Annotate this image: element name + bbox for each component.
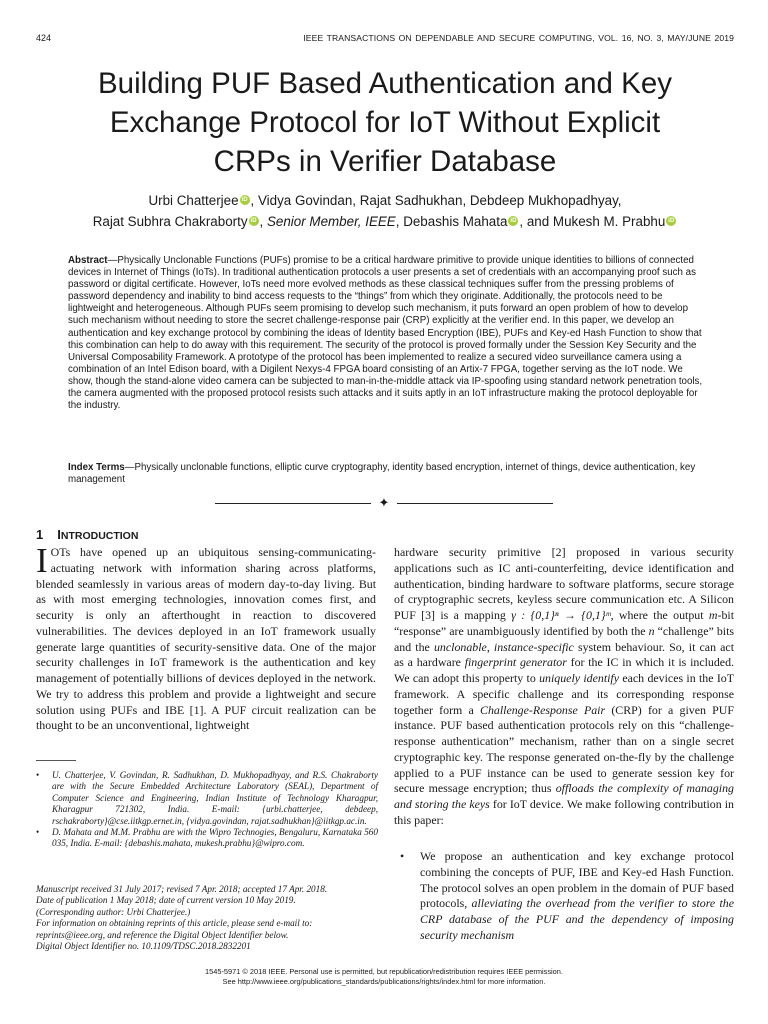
manuscript-received: Manuscript received 31 July 2017; revised 7 Apr. 2018; accepted 17 Apr. 2018. [36, 884, 328, 894]
affiliation-footnotes [36, 770, 378, 850]
publication-date: Date of publication 1 May 2018; date of current version 10 May 2019. [36, 895, 296, 906]
orcid-icon[interactable]: iD [250, 218, 257, 224]
emphasis: instance-specific [493, 639, 574, 654]
author-name: , and Mukesh M. Prabhu [519, 214, 666, 229]
text-run: for IoT device. We make following contribution in this paper: [394, 797, 734, 827]
author-line-2 [40, 211, 730, 232]
footnote-text: U. Chatterjee, V. Govindan, R. Sadhukhan, D. Mukhopadhyay, and R.S. Chakraborty are with the Secure Embedded Architecture Laboratory (SEAL), Department of Computer Science and Engineering, Indian Institute of Technology Kharagpur, Kharagpur 721302, India. E-mail: {urbi.chatterjee, debdeep, rschakraborty}@cse.iitkgp.ernet.in, {vidya.govindan, rajat.sadhukhan}@iitkgp.ac.in. [52, 770, 378, 826]
emphasis: fingerprint generator [464, 655, 567, 670]
math-var: n [648, 623, 655, 638]
copyright-notice [0, 967, 768, 986]
separator-rule-left [215, 503, 371, 504]
page-number: 424 [36, 33, 52, 43]
footnote-text: D. Mahata and M.M. Prabhu are with the Wipro Technogies, Bengaluru, Karnataka 560 035, India. E-mail: {debashis.mahata, mukesh.prabhu}@wipro.com. [52, 827, 378, 849]
text-run: for the IC in which it is included. We can adopt this property to [394, 655, 734, 685]
separator-rule-right [397, 503, 553, 504]
doi[interactable]: Digital Object Identifier no. 10.1109/TDSC.2018.2832201 [36, 941, 251, 952]
left-column-paragraph [36, 541, 376, 734]
text-run: , where the output [610, 608, 709, 622]
paper-title [40, 64, 730, 181]
copyright-line: 1545-5971 © 2018 IEEE. Personal use is permitted, but republication/redistribution requires IEEE permission. [205, 967, 563, 976]
author-name: Rajat Subhra Chakraborty [92, 214, 248, 229]
title-line-1: Building PUF Based Authentication and Key [98, 67, 672, 100]
reprints-info: For information on obtaining reprints of this article, please send e-mail to: [36, 918, 313, 929]
running-head: IEEE TRANSACTIONS ON DEPENDABLE AND SECURE COMPUTING, VOL. 16, NO. 3, MAY/JUNE 2019 [303, 33, 734, 43]
title-line-2: Exchange Protocol for IoT Without Explicit [109, 106, 661, 139]
intro-text: OTs have opened up an ubiquitous sensing-communicating-actuating network with information sharing across platforms, blended seamlessly in various areas of modern day-to-day living. But as with most emerging technologies, innovation comes first, and security is only an afterthought in reaction to discovered vulnerabilities. The devices deployed in an IoT framework usually generate large quantities of security-sensitive data. One of the major security challenges in IoT framework is the authentication and key management of potentially billions of devices deployed in the network. We try to address this problem and provide a lightweight and secure solution using PUFs and IBE [1]. A PUF circuit realization can be thought to be an unconventional, lightweight [36, 545, 376, 733]
author-name: , Vidya Govindan, Rajat Sadhukhan, Debdeep Mukhopadhyay, [250, 193, 622, 208]
text-run: each devices in the IoT framework. A specific challenge and its corresponding response together form a [394, 671, 735, 717]
section-heading [36, 527, 138, 542]
bullet-icon: • [400, 849, 405, 863]
list-item [394, 849, 734, 944]
separator-diamond-icon: ✦ [378, 495, 390, 510]
text-run: “challenge” bits and the [394, 623, 735, 654]
reprints-info-cont: reprints@ieee.org, and reference the Digital Object Identifier below. [36, 929, 289, 940]
section-title-rest: NTRODUCTION [60, 530, 139, 542]
contribution-list [394, 849, 734, 944]
footnote-item [36, 770, 378, 827]
author-separator: , [259, 214, 267, 229]
emphasis: alleviating the overhead from the verifier to store the CRP database of the PUF and the dependency of imposing security mechanism [420, 896, 734, 942]
emphasis: unclonable [433, 639, 487, 654]
section-title-initial: I [57, 527, 61, 542]
emphasis: Challenge-Response Pair [480, 702, 606, 717]
author-name: Urbi Chatterjee [148, 193, 239, 208]
index-terms-text: —Physically unclonable functions, elliptic curve cryptography, identity based encryption, internet of things, device authentication, key management [68, 462, 696, 486]
text-run: -bit “response” are unambiguously identified by both the [394, 608, 734, 638]
index-terms [68, 462, 704, 486]
text-run: (CRP) for a given PUF instance. PUF based authentication protocols rely on this “challenge-response authentication” mechanism, rather than on a single secret cryptographic key. The response generated on-the-fly by the challenge applied to a PUF instance can be used to generate session key for secure message encryption; thus [394, 702, 734, 796]
author-list [40, 190, 730, 232]
index-terms-label: Index Terms [68, 462, 125, 473]
drop-cap: I [36, 541, 48, 580]
rights-link[interactable]: See http://www.ieee.org/publications_standards/publications/rights/index.html for more information. [222, 976, 546, 986]
section-number: 1 [36, 527, 44, 542]
text-run: , [486, 639, 494, 654]
contribution-text: We propose an authentication and key exchange protocol combining the concepts of PUF, IBE and Key-ed Hash Function. The protocol solves an open problem in the domain of PUF based protocols, [420, 849, 734, 911]
manuscript-notes [36, 884, 378, 952]
bullet-icon: • [36, 770, 40, 780]
orcid-icon[interactable]: iD [510, 218, 517, 224]
math-var: m [708, 608, 718, 622]
orcid-icon[interactable]: iD [241, 197, 248, 203]
title-line-3: CRPs in Verifier Database [213, 145, 557, 178]
abstract [68, 255, 704, 412]
emphasis: offloads the complexity of managing and storing the keys [394, 781, 734, 811]
text-run: hardware security primitive [2] proposed in various security applications such as IC anti-counterfeiting, device identification and authentication, binding hardware to software platforms, secure storage of cryptographic secrets, keyless secure communication etc. A Silicon PUF [3] is a mapping [394, 545, 734, 622]
footnote-item [36, 827, 378, 850]
text-run: system behaviour. So, it can act as a hardware [394, 639, 735, 670]
bullet-icon: • [36, 827, 40, 838]
corresponding-author: (Corresponding author: Urbi Chatterjee.) [36, 906, 191, 917]
orcid-icon[interactable]: iD [668, 218, 675, 224]
author-role: Senior Member, IEEE [266, 214, 396, 229]
math-mapping: γ : {0,1}ⁿ → {0,1}ᵐ [511, 608, 611, 622]
footnote-rule [36, 760, 76, 761]
emphasis: uniquely identify [539, 671, 620, 685]
abstract-text: —Physically Unclonable Functions (PUFs) promise to be a critical hardware primitive to provide unique identities to billions of connected devices in Internet of Things (IoTs). In traditional authentication protocols a user presents a set of credentials with an accompanying proof such as password or digital certificate. However, IoTs need more evolved methods as these classical techniques suffer from the pressing problems of password dependency and inability to bind access requests to the “things” from which they originate. Additionally, the protocols need to be lightweight and heterogeneous. Although PUFs seem promising to develop such mechanism, it puts forward an open problem of how to develop such mechanism without needing to store the secret challenge-response pair (CRP) explicitly at the verifier end. In this paper, we develop an authentication and key exchange protocol by combining the ideas of Identity based Encryption (IBE), PUFs and Key-ed Hash Function to show that this combination can help to do away with this requirement. The security of the protocol is proved formally under the Session Key Security and the Universal Composability Framework. A prototype of the protocol has been implemented to realize a secured video surveillance camera using a combination of an Intel Edison board, with a Digilent Nexys-4 FPGA board consisting of an Artix-7 FPGA, together serving as the IoT node. We show, though the stand-alone video camera can be subjected to man-in-the-middle attack via IP-spoofing using standard network penetration tools, the camera augmented with the proposed protocol resists such attacks and it suits aptly in an IoT infrastructure making the protocol deployable for the industry. [68, 255, 703, 412]
author-name: , Debashis Mahata [395, 214, 508, 229]
right-column-paragraph [394, 545, 734, 829]
author-line-1 [40, 190, 730, 211]
abstract-label: Abstract [68, 255, 108, 266]
section-separator [215, 495, 553, 510]
